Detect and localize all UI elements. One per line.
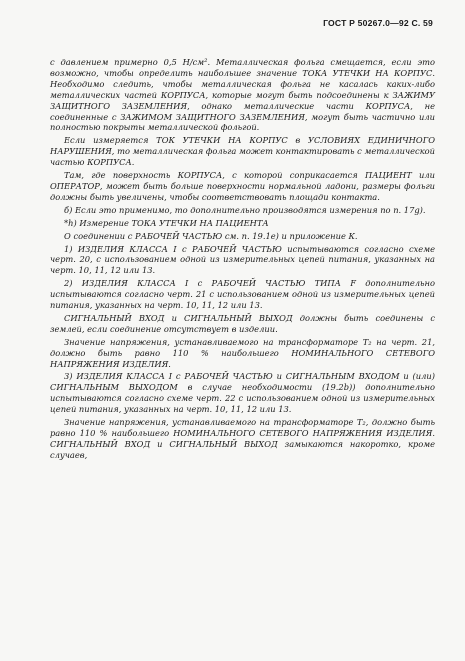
paragraph-foil-size: Там, где поверхность КОРПУСА, с которой соприкасается ПАЦИЕНТ или ОПЕРАТОР, может быть больше поверхности нормальной ладони, размеры фольги должны быть увеличены, чтобы соответствовать площади контакта. (50, 170, 435, 202)
page-header: ГОСТ Р 50267.0—92 С. 59 (323, 18, 433, 28)
paragraph-class1-test: 1) ИЗДЕЛИЯ КЛАССА I с РАБОЧЕЙ ЧАСТЬЮ испытываются согласно схеме черт. 20, с использованием одной из измерительных цепей питания, указанных на черт. 10, 11, 12 или 13. (50, 243, 435, 276)
document-body (50, 57, 435, 463)
paragraph-item-h-heading: *h) Измерение ТОКА УТЕЧКИ НА ПАЦИЕНТА (64, 217, 269, 228)
paragraph-foil-placement: с давлением примерно 0,5 Н/см². Металлическая фольга смещается, если это возможно, чтобы определить наибольшее значение ТОКА УТЕЧКИ НА КОРПУС. Необходимо следить, чтобы металлическая фольга не касалась каких-либо металлических частей КОРПУСА, которые могут быть подсоединены к ЗАЖИМУ ЗАЩИТНОГО ЗАЗЕМЛЕНИЯ, однако металлические части КОРПУСА, не соединенные с ЗАЖИМОМ ЗАЩИТНОГО ЗАЗЕМЛЕНИЯ, могут быть частично или полностью покрыты металлической фольгой. (50, 57, 435, 133)
paragraph-voltage-fig21: Значение напряжения, устанавливаемого на трансформаторе T₂ на черт. 21, должно быть равно 110 % наибольшего НОМИНАЛЬНОГО СЕТЕВОГО НАПРЯЖЕНИЯ ИЗДЕЛИЯ. (50, 336, 435, 369)
paragraph-class1-typef-test: 2) ИЗДЕЛИЯ КЛАССА I с РАБОЧЕЙ ЧАСТЬЮ ТИПА F дополнительно испытываются согласно черт. 21 с использованием одной из измерительных цепей питания, указанных на черт. 10, 11, 12 или 13. (50, 278, 435, 311)
paragraph-class1-signal-test: 3) ИЗДЕЛИЯ КЛАССА I с РАБОЧЕЙ ЧАСТЬЮ и СИГНАЛЬНЫМ ВХОДОМ и (или) СИГНАЛЬНЫМ ВЫХОДОМ в случае необходимости (19.2b)) дополнительно испытываются согласно схеме черт. 22 с использованием одной из измерительных цепей питания, указанных на черт. 10, 11, 12 или 13. (50, 371, 435, 415)
paragraph-signal-io-ground: СИГНАЛЬНЫЙ ВХОД и СИГНАЛЬНЫЙ ВЫХОД должны быть соединены с землей, если соединение отсутствует в изделии. (50, 312, 435, 334)
paragraph-connection-note: О соединении с РАБОЧЕЙ ЧАСТЬЮ см. п. 19.1е) и приложение К. (64, 230, 358, 241)
paragraph-single-fault: Если измеряется ТОК УТЕЧКИ НА КОРПУС в УСЛОВИЯХ ЕДИНИЧНОГО НАРУШЕНИЯ, то металлическая фольга может контактировать с металлической частью КОРПУСА. (50, 135, 435, 168)
paragraph-item-b: б) Если это применимо, то дополнительно производятся измерения по п. 17g). (64, 204, 426, 215)
paragraph-voltage-short-circuit: Значение напряжения, устанавливаемого на трансформаторе T₂, должно быть равно 110 % наибольшего НОМИНАЛЬНОГО СЕТЕВОГО НАПРЯЖЕНИЯ ИЗДЕЛИЯ. СИГНАЛЬНЫЙ ВХОД и СИГНАЛЬНЫЙ ВЫХОД замыкаются накоротко, кроме случаев, (50, 417, 435, 460)
